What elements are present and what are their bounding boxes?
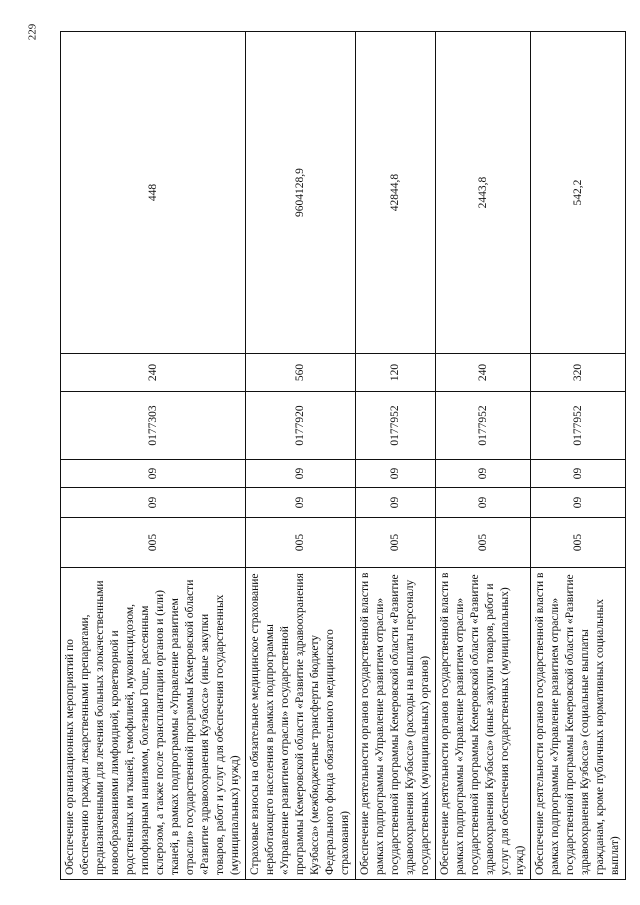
row-section-code: 09 <box>246 488 356 518</box>
table-row <box>531 32 626 880</box>
row-amount: 448 <box>61 32 246 354</box>
budget-table-rotated <box>60 32 626 880</box>
row-amount: 2443,8 <box>436 32 531 354</box>
row-subsection-code: 09 <box>61 460 246 488</box>
row-admin-code: 005 <box>356 518 436 568</box>
table-row <box>246 32 356 880</box>
row-description: Обеспечение деятельности органов государственной власти в рамках подпрограммы «Управление развитием отрасли» государственной программы Кемеровской области «Развитие здравоохранения Кузбасса» (расходы на выплаты персоналу государственных (муниципальных) органов) <box>356 568 436 880</box>
row-subsection-code: 09 <box>436 460 531 488</box>
row-expense-type: 560 <box>246 354 356 392</box>
table-row <box>61 32 246 880</box>
row-expense-type: 320 <box>531 354 626 392</box>
page-number: 229 <box>25 23 38 41</box>
table-row <box>356 32 436 880</box>
row-target-article: 0177952 <box>436 392 531 460</box>
row-description: Обеспечение деятельности органов государственной власти в рамках подпрограммы «Управление развитием отрасли» государственной программы Кемеровской области «Развитие здравоохранения Кузбасса» (иные закупки товаров, работ и услуг для обеспечения государственных (муниципальных) нужд) <box>436 568 531 880</box>
row-amount: 9604128,9 <box>246 32 356 354</box>
row-target-article: 0177952 <box>356 392 436 460</box>
row-subsection-code: 09 <box>356 460 436 488</box>
row-expense-type: 240 <box>61 354 246 392</box>
row-section-code: 09 <box>436 488 531 518</box>
row-subsection-code: 09 <box>531 460 626 488</box>
row-admin-code: 005 <box>246 518 356 568</box>
row-expense-type: 120 <box>356 354 436 392</box>
row-section-code: 09 <box>61 488 246 518</box>
row-subsection-code: 09 <box>246 460 356 488</box>
row-target-article: 0177952 <box>531 392 626 460</box>
table-row <box>436 32 531 880</box>
row-amount: 42844,8 <box>356 32 436 354</box>
row-target-article: 0177303 <box>61 392 246 460</box>
row-description: Страховые взносы на обязательное медицинское страхование неработающего населения в рамках подпрограммы «Управление развитием отрасли» государственной программы Кемеровской области «Развитие здравоохранения Кузбасса» (межбюджетные трансферты бюджету Федерального фонда обязательного медицинского страхования) <box>246 568 356 880</box>
row-amount: 542,2 <box>531 32 626 354</box>
row-expense-type: 240 <box>436 354 531 392</box>
row-section-code: 09 <box>531 488 626 518</box>
row-admin-code: 005 <box>436 518 531 568</box>
row-target-article: 0177920 <box>246 392 356 460</box>
row-description: Обеспечение организационных мероприятий по обеспечению граждан лекарственными препаратами, предназначенными для лечения больных злокачественными новообразованиями лимфоидной, кроветворной и родственных им тканей, гемофилией, муковисцидозом, гипофизарным нанизмом, болезнью Гоше, рассеянным склерозом, а также после трансплантации органов и (или) тканей, в рамках подпрограммы «Управление развитием отрасли» государственной программы Кемеровской области «Развитие здравоохранения Кузбасса» (иные закупки товаров, работ и услуг для обеспечения государственных (муниципальных) нужд) <box>61 568 246 880</box>
row-description: Обеспечение деятельности органов государственной власти в рамках подпрограммы «Управление развитием отрасли» государственной программы Кемеровской области «Развитие здравоохранения Кузбасса» (социальные выплаты гражданам, кроме публичных нормативных социальных выплат) <box>531 568 626 880</box>
row-section-code: 09 <box>356 488 436 518</box>
row-admin-code: 005 <box>531 518 626 568</box>
row-admin-code: 005 <box>61 518 246 568</box>
budget-table <box>60 31 626 880</box>
